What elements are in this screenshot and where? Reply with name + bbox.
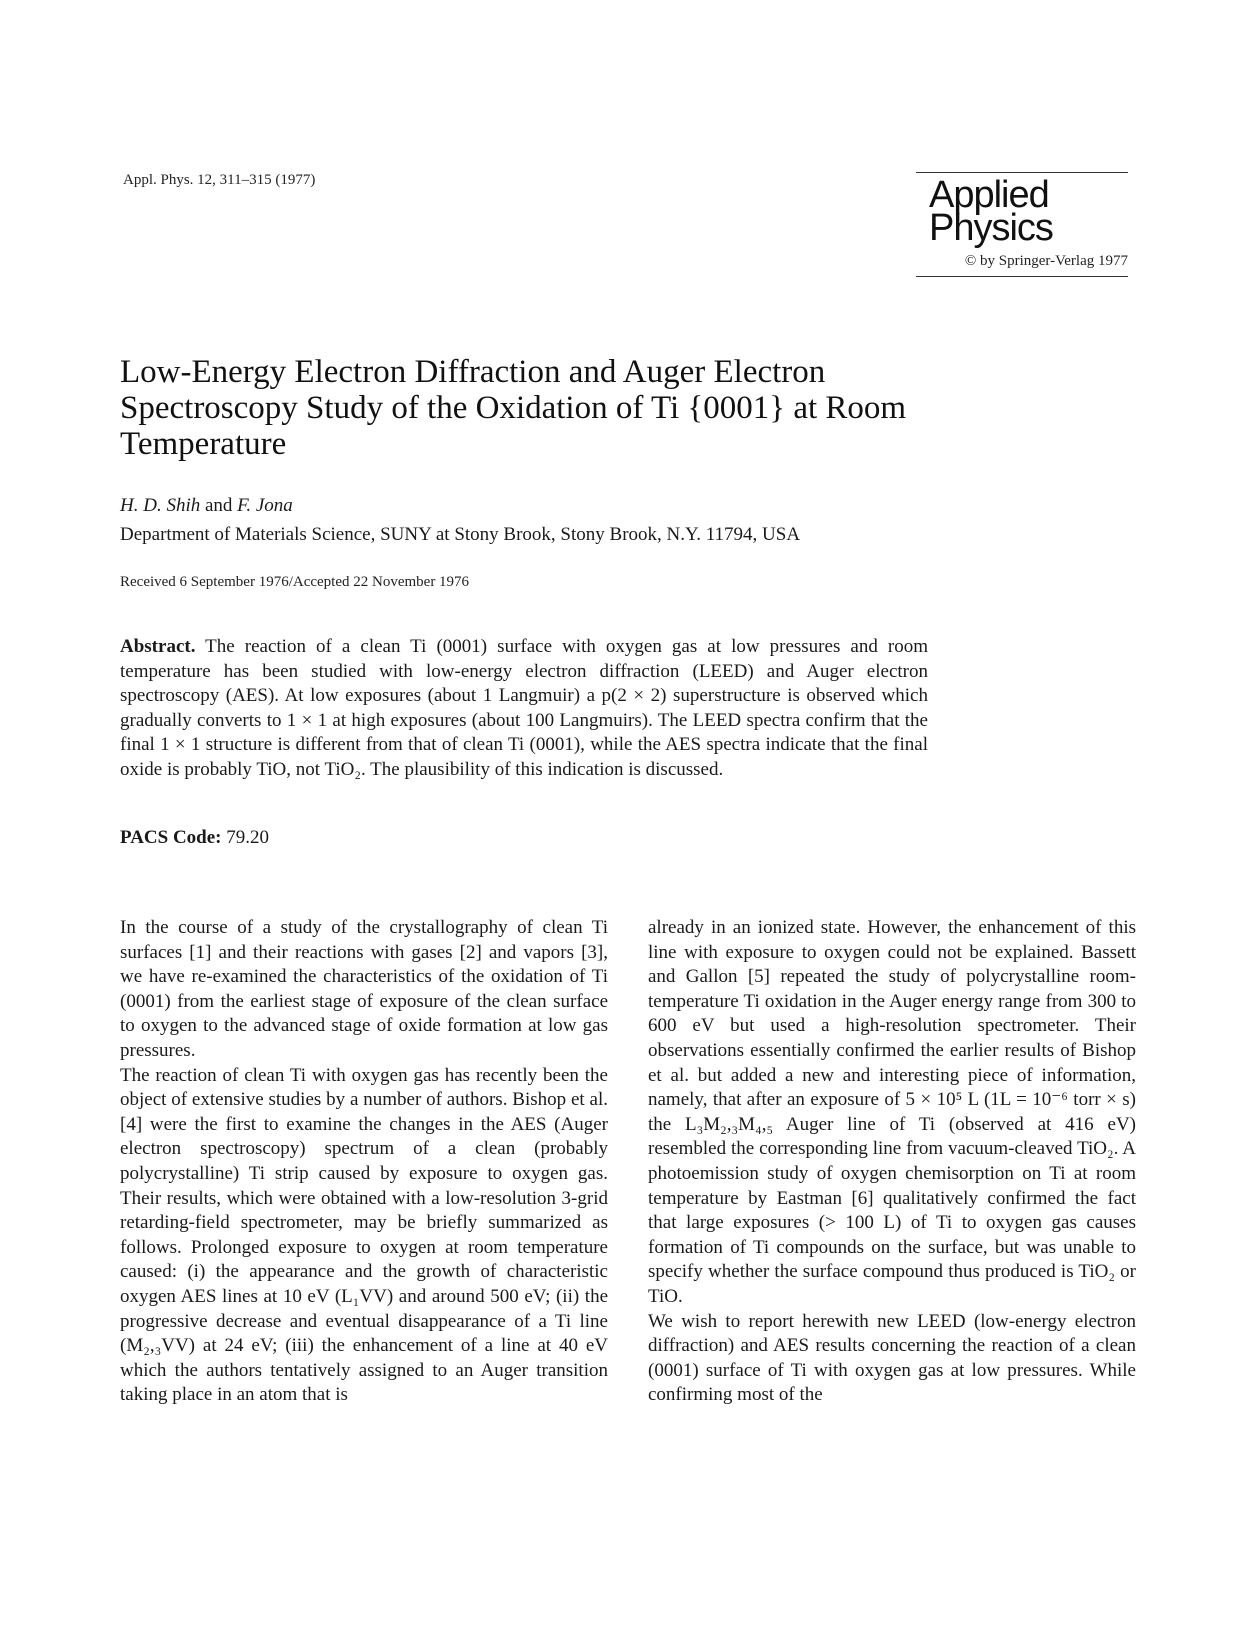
- article-title: Low-Energy Electron Diffraction and Auger Electron Spectroscopy Study of the Oxidation of Ti {0001} at Room Temperature: [120, 354, 907, 462]
- body-column-left: [120, 916, 608, 1408]
- abstract-text: The reaction of a clean Ti (0001) surface with oxygen gas at low pressures and room temperature has been studied with low-energy electron diffraction (LEED) and Auger electron spectroscopy (AES). At low exposures (about 1 Langmuir) a p(2 × 2) superstructure is observed which gradually converts to 1 × 1 at high exposures (about 100 Langmuirs). The LEED spectra confirm that the final 1 × 1 structure is different from that of clean Ti (0001), while the AES spectra indicate that the final oxide is probably TiO, not TiO₂. The plausibility of this indication is discussed.: [120, 636, 928, 780]
- body-paragraph: We wish to report herewith new LEED (low-energy electron diffraction) and AES results concerning the reaction of a clean (0001) surface of Ti with oxygen gas at low pressures. While confirming most of the: [648, 1310, 1136, 1406]
- journal-logo-line1: Applied: [929, 174, 1049, 216]
- copyright-notice: © by Springer-Verlag 1977: [964, 253, 1128, 269]
- pacs-code: [120, 827, 269, 849]
- body-column-right: [648, 916, 1136, 1408]
- author-line: [120, 495, 293, 517]
- affiliation: Department of Materials Science, SUNY at Stony Brook, Stony Brook, N.Y. 11794, USA: [120, 524, 801, 545]
- journal-logo: [916, 173, 1128, 249]
- received-dates: Received 6 September 1976/Accepted 22 November 1976: [120, 574, 470, 590]
- pacs-label: PACS Code:: [120, 827, 222, 848]
- journal-citation: Appl. Phys. 12, 311–315 (1977): [123, 172, 316, 188]
- author-name: H. D. Shih: [120, 495, 201, 516]
- logo-bottom-rule: [916, 276, 1128, 277]
- body-paragraph: already in an ionized state. However, the enhancement of this line with exposure to oxygen could not be explained. Bassett and Gallon [5] repeated the study of polycrystalline room-temperature Ti oxidation in the Auger energy range from 300 to 600 eV but used a high-resolution spectrometer. Their observations essentially confirmed the earlier results of Bishop et al. but added a new and interesting piece of information, namely, that after an exposure of 5 × 10⁵ L (1L = 10⁻⁶ torr × s) the L₃M₂,₃M₄,₅ Auger line of Ti (observed at 416 eV) resembled the corresponding line from vacuum-cleaved TiO₂. A photoemission study of oxygen chemisorption on Ti at room temperature by Eastman [6] qualitatively confirmed the fact that large exposures (> 100 L) of Ti to oxygen gas causes formation of Ti compounds on the surface, but was unable to specify whether the surface compound thus produced is TiO₂ or TiO.: [648, 917, 1136, 1307]
- abstract: [120, 635, 928, 782]
- abstract-label: Abstract.: [120, 636, 196, 657]
- journal-logo-line2: Physics: [929, 207, 1053, 249]
- journal-logo-block: [916, 172, 1128, 277]
- body-paragraph: In the course of a study of the crystallography of clean Ti surfaces [1] and their reactions with gases [2] and vapors [3], we have re-examined the characteristics of the oxidation of Ti (0001) from the earliest stage of exposure of the clean surface to oxygen to the advanced stage of oxide formation at low gas pressures.: [120, 917, 608, 1061]
- pacs-value: 79.20: [221, 827, 270, 848]
- body-paragraph: The reaction of clean Ti with oxygen gas has recently been the object of extensive studies by a number of authors. Bishop et al. [4] were the first to examine the changes in the AES (Auger electron spectroscopy) spectrum of a clean (probably polycrystalline) Ti strip caused by exposure to oxygen gas. Their results, which were obtained with a low-resolution 3-grid retarding-field spectrometer, may be briefly summarized as follows. Prolonged exposure to oxygen at room temperature caused: (i) the appearance and the growth of characteristic oxygen AES lines at 10 eV (L₁VV) and around 500 eV; (ii) the progressive decrease and eventual disappearance of a Ti line (M₂,₃VV) at 24 eV; (iii) the enhancement of a line at 40 eV which the authors tentatively assigned to an Auger transition taking place in an atom that is: [120, 1064, 608, 1406]
- author-conjunction: and: [200, 495, 238, 516]
- author-name: F. Jona: [237, 495, 293, 516]
